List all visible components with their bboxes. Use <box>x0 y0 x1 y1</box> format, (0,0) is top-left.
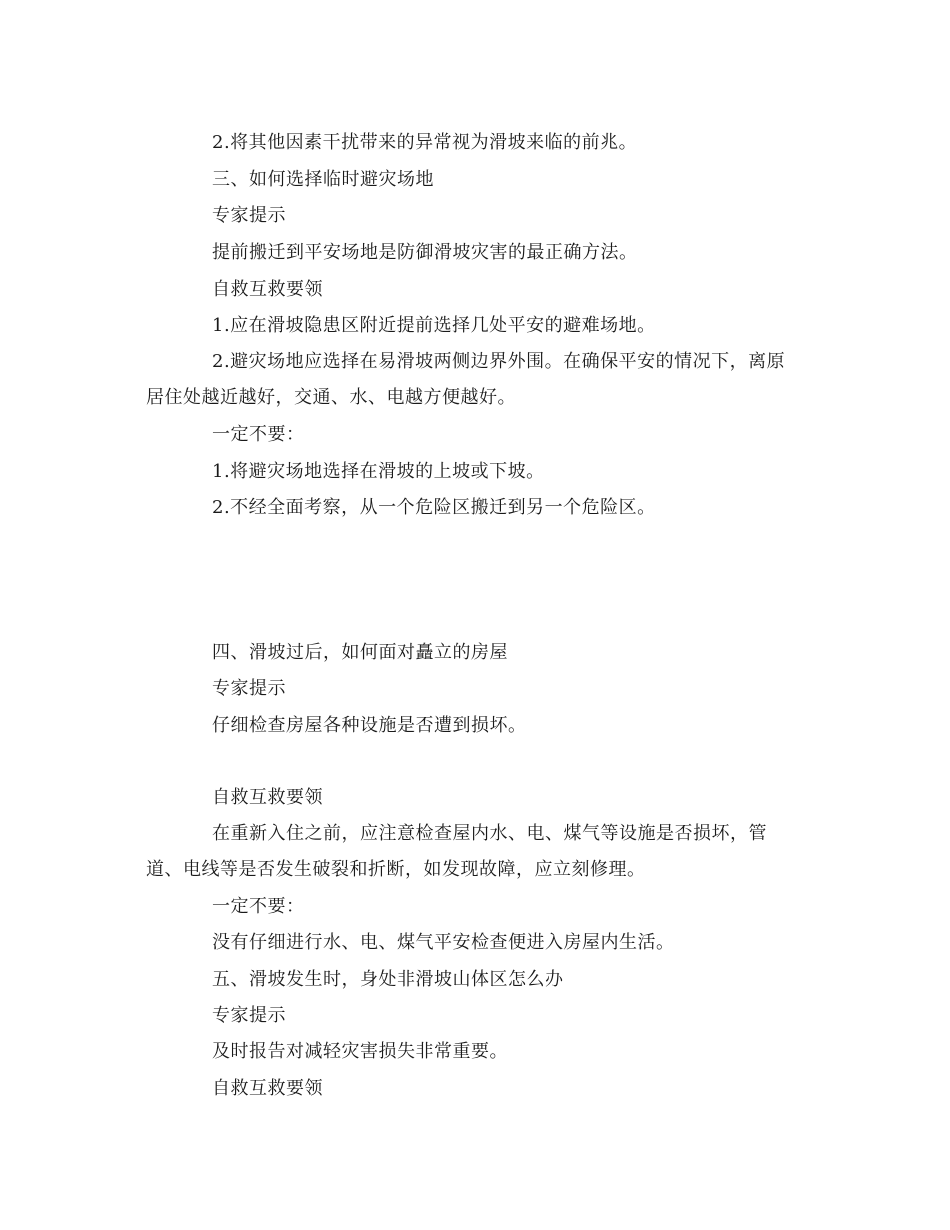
subheading: 一定不要： <box>212 424 305 445</box>
subheading: 自救互救要领 <box>212 787 323 808</box>
section-heading: 四、滑坡过后，如何面对矗立的房屋 <box>212 642 508 663</box>
section-heading: 五、滑坡发生时，身处非滑坡山体区怎么办 <box>212 969 564 990</box>
subheading: 专家提示 <box>212 678 286 699</box>
paragraph: 仔细检查房屋各种设施是否遭到损坏。 <box>212 715 527 736</box>
list-item: 2.将其他因素干扰带来的异常视为滑坡来临的前兆。 <box>212 132 638 153</box>
paragraph: 提前搬迁到平安场地是防御滑坡灾害的最正确方法。 <box>212 242 638 263</box>
list-item: 2.不经全面考察，从一个危险区搬迁到另一个危险区。 <box>212 497 656 518</box>
paragraph: 在重新入住之前，应注意检查屋内水、电、煤气等设施是否损坏，管 <box>212 823 767 844</box>
paragraph: 没有仔细进行水、电、煤气平安检查便进入房屋内生活。 <box>212 932 675 953</box>
subheading: 专家提示 <box>212 1005 286 1026</box>
subheading: 专家提示 <box>212 205 286 226</box>
subheading: 自救互救要领 <box>212 1078 323 1099</box>
section-heading: 三、如何选择临时避灾场地 <box>212 169 434 190</box>
subheading: 一定不要： <box>212 896 305 917</box>
list-item: 1.将避灾场地选择在滑坡的上坡或下坡。 <box>212 461 545 482</box>
list-item: 1.应在滑坡隐患区附近提前选择几处平安的避难场地。 <box>212 315 656 336</box>
list-item-continuation: 居住处越近越好，交通、水、电越方便越好。 <box>146 387 516 408</box>
paragraph: 及时报告对减轻灾害损失非常重要。 <box>212 1041 508 1062</box>
paragraph-continuation: 道、电线等是否发生破裂和折断，如发现故障，应立刻修理。 <box>146 859 646 880</box>
list-item: 2.避灾场地应选择在易滑坡两侧边界外围。在确保平安的情况下，离原 <box>212 351 786 372</box>
subheading: 自救互救要领 <box>212 279 323 300</box>
